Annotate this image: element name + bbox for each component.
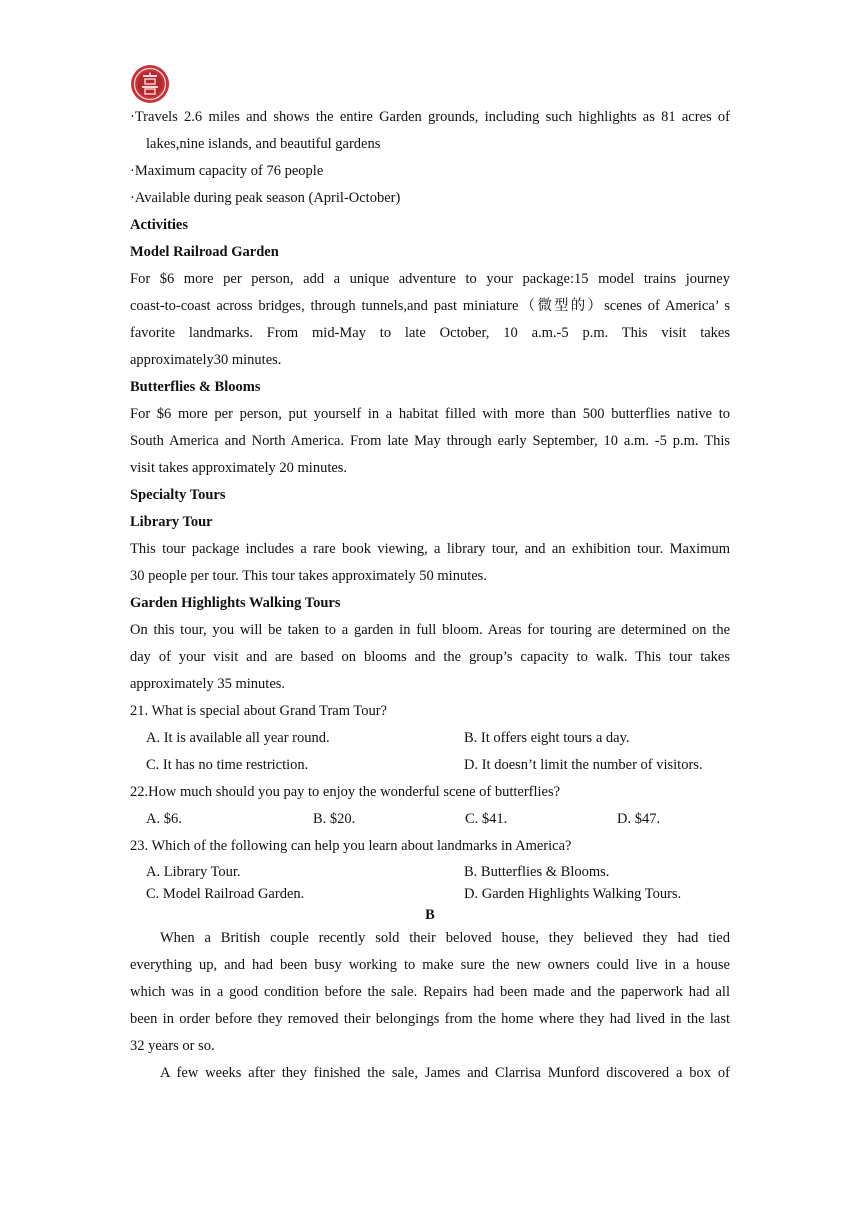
library-heading: Library Tour <box>130 514 213 530</box>
para1-line-5: 32 years or so. <box>130 1038 215 1054</box>
walking-line-1: On this tour, you will be taken to a garden in full bloom. Areas for touring are determined on the <box>130 622 730 638</box>
railroad-line-3: favorite landmarks. From mid-May to late October, 10 a.m.-5 p.m. This visit takes <box>130 325 730 341</box>
q23-option-d: D. Garden Highlights Walking Tours. <box>464 886 682 902</box>
tram-line-1: ·Travels 2.6 miles and shows the entire Garden grounds, including such highlights as 81 acres of <box>130 109 730 125</box>
q21-options-row-2 <box>130 752 730 779</box>
tram-line-2: lakes,nine islands, and beautiful gardens <box>146 136 381 152</box>
q23-options-row-2 <box>130 883 730 905</box>
school-seal-logo <box>130 64 170 104</box>
q23-stem: 23. Which of the following can help you learn about landmarks in America? <box>130 838 572 854</box>
q21-stem: 21. What is special about Grand Tram Tour? <box>130 703 387 719</box>
section-b-heading: B <box>425 907 435 923</box>
q22-stem: 22.How much should you pay to enjoy the wonderful scene of butterflies? <box>130 784 561 800</box>
q23-option-c: C. Model Railroad Garden. <box>146 886 305 902</box>
para1-line-4: been in order before they removed their belongings from the home where they had lived in the last <box>130 1011 730 1027</box>
q22-option-b: B. $20. <box>313 811 356 827</box>
q23-option-b: B. Butterflies & Blooms. <box>464 864 610 880</box>
q23-options-row-1 <box>130 861 730 883</box>
q22-option-a: A. $6. <box>146 811 182 827</box>
q21-option-b: B. It offers eight tours a day. <box>464 730 630 746</box>
butterflies-line-3: visit takes approximately 20 minutes. <box>130 460 348 476</box>
railroad-line-2: coast-to-coast across bridges, through tunnels,and past miniature（微型的）scenes of America’ s <box>130 298 730 314</box>
walking-heading: Garden Highlights Walking Tours <box>130 595 341 611</box>
document-page <box>130 104 730 1087</box>
tram-line-4: ·Available during peak season (April-October) <box>130 190 401 206</box>
butterflies-heading: Butterflies & Blooms <box>130 379 261 395</box>
q22-option-c: C. $41. <box>465 811 508 827</box>
railroad-line-4: approximately30 minutes. <box>130 352 282 368</box>
para1-line-1: When a British couple recently sold their beloved house, they believed they had tied <box>160 930 730 946</box>
railroad-heading: Model Railroad Garden <box>130 244 279 260</box>
q21-option-c: C. It has no time restriction. <box>146 757 309 773</box>
para1-line-3: which was in a good condition before the sale. Repairs had been made and the paperwork had all <box>130 984 730 1000</box>
tram-line-3: ·Maximum capacity of 76 people <box>130 163 324 179</box>
walking-line-3: approximately 35 minutes. <box>130 676 286 692</box>
q21-options-row-1 <box>130 725 730 752</box>
para1-line-2: everything up, and had been busy working to make sure the new owners could live in a house <box>130 957 730 973</box>
butterflies-line-1: For $6 more per person, put yourself in a habitat filled with more than 500 butterflies native to <box>130 406 730 422</box>
q21-option-a: A. It is available all year round. <box>146 730 330 746</box>
q23-option-a: A. Library Tour. <box>146 864 241 880</box>
activities-heading: Activities <box>130 217 188 233</box>
q22-option-d: D. $47. <box>617 811 661 827</box>
q22-options-row <box>130 806 730 833</box>
para2-line-1: A few weeks after they finished the sale, James and Clarrisa Munford discovered a box of <box>160 1065 730 1081</box>
specialty-heading: Specialty Tours <box>130 487 226 503</box>
railroad-line-1: For $6 more per person, add a unique adventure to your package:15 model trains journey <box>130 271 730 287</box>
library-line-1: This tour package includes a rare book viewing, a library tour, and an exhibition tour. Maximum <box>130 541 730 557</box>
library-line-2: 30 people per tour. This tour takes approximately 50 minutes. <box>130 568 487 584</box>
butterflies-line-2: South America and North America. From late May through early September, 10 a.m. -5 p.m. This <box>130 433 730 449</box>
q21-option-d: D. It doesn’t limit the number of visitors. <box>464 757 703 773</box>
walking-line-2: day of your visit and are based on blooms and the group’s capacity to walk. This tour takes <box>130 649 730 665</box>
